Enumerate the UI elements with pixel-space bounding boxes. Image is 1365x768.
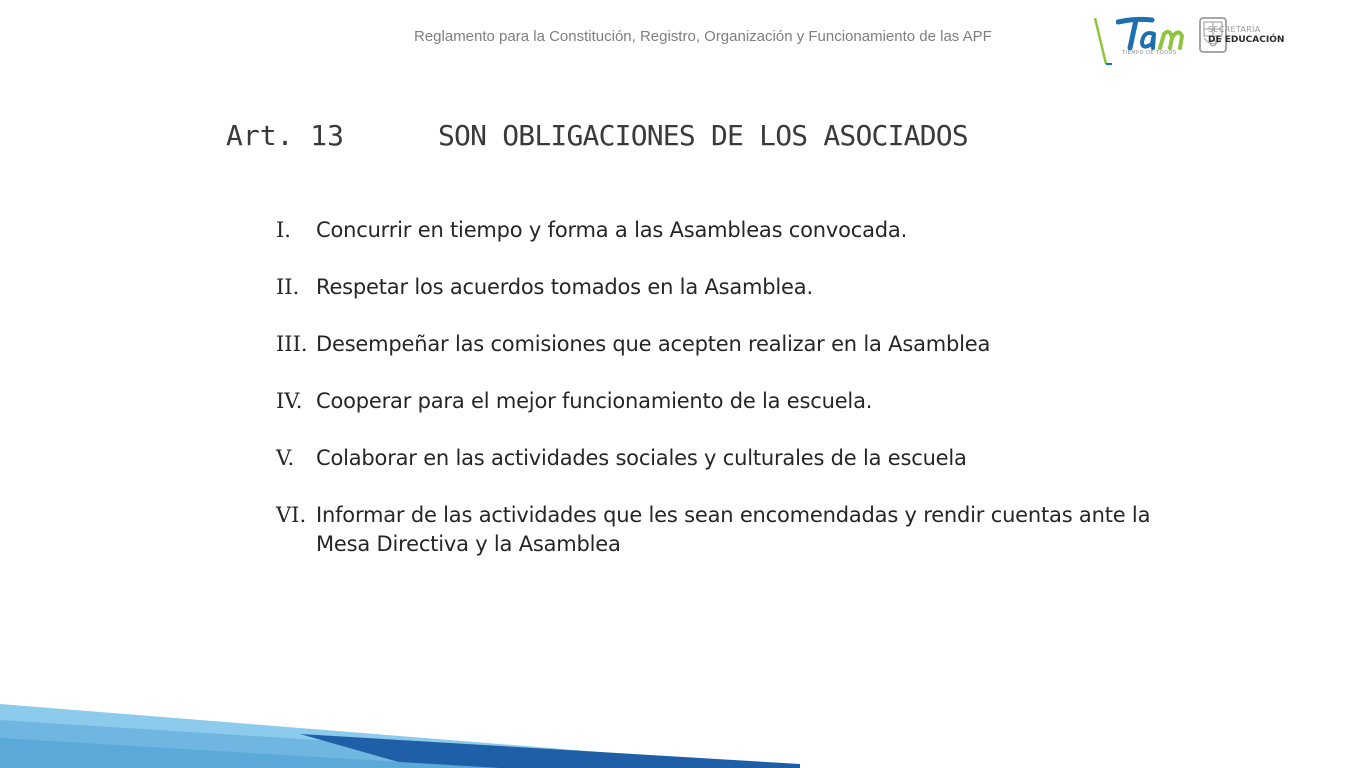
list-item [276,273,1176,302]
list-item [276,444,1176,473]
tam-tagline: TIEMPO DE TODOS [1122,50,1177,56]
secretaria-label: SECRETARÍA [1208,25,1261,34]
list-item [276,330,1176,359]
obligation-text: Concurrir en tiempo y forma a las Asambleas convocada. [316,218,908,242]
obligation-text: Colaborar en las actividades sociales y culturales de la escuela [316,446,967,470]
list-item [276,501,1176,559]
roman-numeral: II. [276,275,300,299]
roman-numeral: V. [276,446,295,470]
list-item [276,216,1176,245]
article-number: Art. 13 [226,119,345,152]
roman-numeral: I. [276,218,291,242]
secretaria-education-label: DE EDUCACIÓN [1208,35,1285,45]
obligation-text: Desempeñar las comisiones que acepten realizar en la Asamblea [316,332,991,356]
roman-numeral: III. [276,332,308,356]
obligation-text: Respetar los acuerdos tomados en la Asamblea. [316,275,813,299]
header-title: Reglamento para la Constitución, Registro, Organización y Funcionamiento de las APF [414,28,992,45]
decorative-footer-band [0,690,800,768]
obligations-list [276,216,1176,587]
roman-numeral: VI. [276,503,307,527]
obligation-text: Cooperar para el mejor funcionamiento de la escuela. [316,389,873,413]
slash-logo-mark [1092,14,1116,68]
tam-wordmark-logo [1116,16,1196,52]
list-item [276,387,1176,416]
roman-numeral: IV. [276,389,303,413]
article-title: SON OBLIGACIONES DE LOS ASOCIADOS [438,119,968,152]
obligation-text: Informar de las actividades que les sean encomendadas y rendir cuentas ante la Mesa Directiva y la Asamblea [316,503,1151,556]
